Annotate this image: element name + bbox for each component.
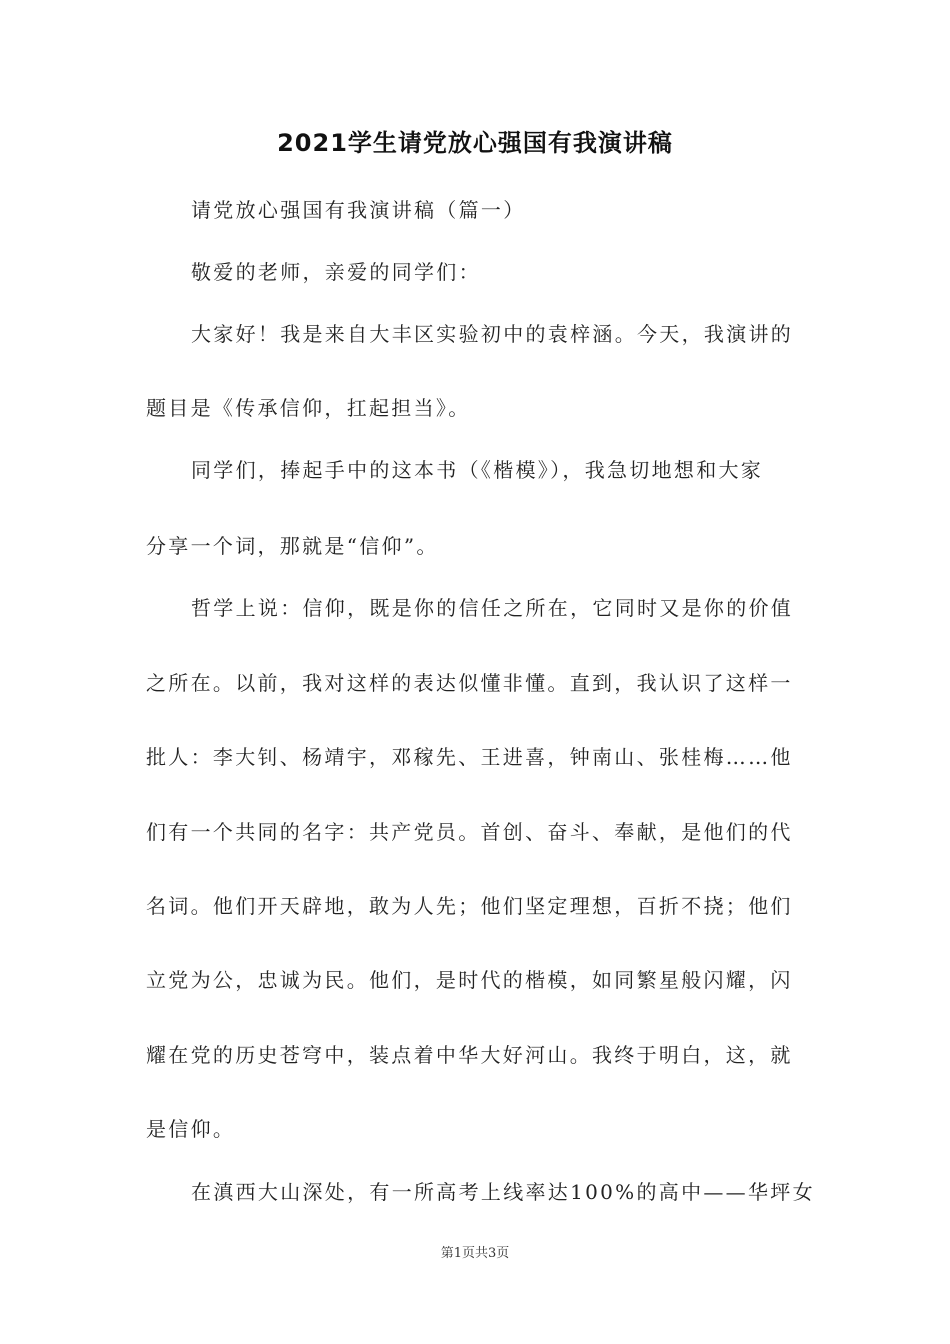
paragraph-line: 同学们，捧起手中的这本书（《楷模》），我急切地想和大家 [191,458,764,482]
paragraph-line: 哲学上说：信仰，既是你的信任之所在，它同时又是你的价值 [191,596,794,620]
paragraph-line: 耀在党的历史苍穹中，装点着中华大好河山。我终于明白，这，就 [146,1043,793,1067]
paragraph-line: 立党为公，忠诚为民。他们，是时代的楷模，如同繁星般闪耀，闪 [146,968,793,992]
heading-line: 请党放心强国有我演讲稿（篇一） [191,198,526,222]
paragraph-line: 题目是《传承信仰，扛起担当》。 [146,396,471,420]
paragraph-line: 在滇西大山深处，有一所高考上线率达100%的高中——华坪女 [191,1180,815,1204]
paragraph-line: 们有一个共同的名字：共产党员。首创、奋斗、奉献，是他们的代 [146,820,793,844]
paragraph-line: 大家好！我是来自大丰区实验初中的袁梓涵。今天，我演讲的 [191,322,794,346]
paragraph-line: 名词。他们开天辟地，敢为人先；他们坚定理想，百折不挠；他们 [146,894,793,918]
paragraph-line: 分享一个词，那就是“信仰”。 [146,534,439,558]
paragraph-line: 之所在。以前，我对这样的表达似懂非懂。直到，我认识了这样一 [146,671,793,695]
paragraph-line: 批人：李大钊、杨靖宇，邓稼先、王进喜，钟南山、张桂梅……他 [146,745,793,769]
page-number: 第1页共3页 [440,1246,510,1261]
salutation-line: 敬爱的老师，亲爱的同学们： [191,260,481,284]
document-title: 2021学生请党放心强国有我演讲稿 [277,129,673,157]
paragraph-line: 是信仰。 [146,1117,236,1141]
